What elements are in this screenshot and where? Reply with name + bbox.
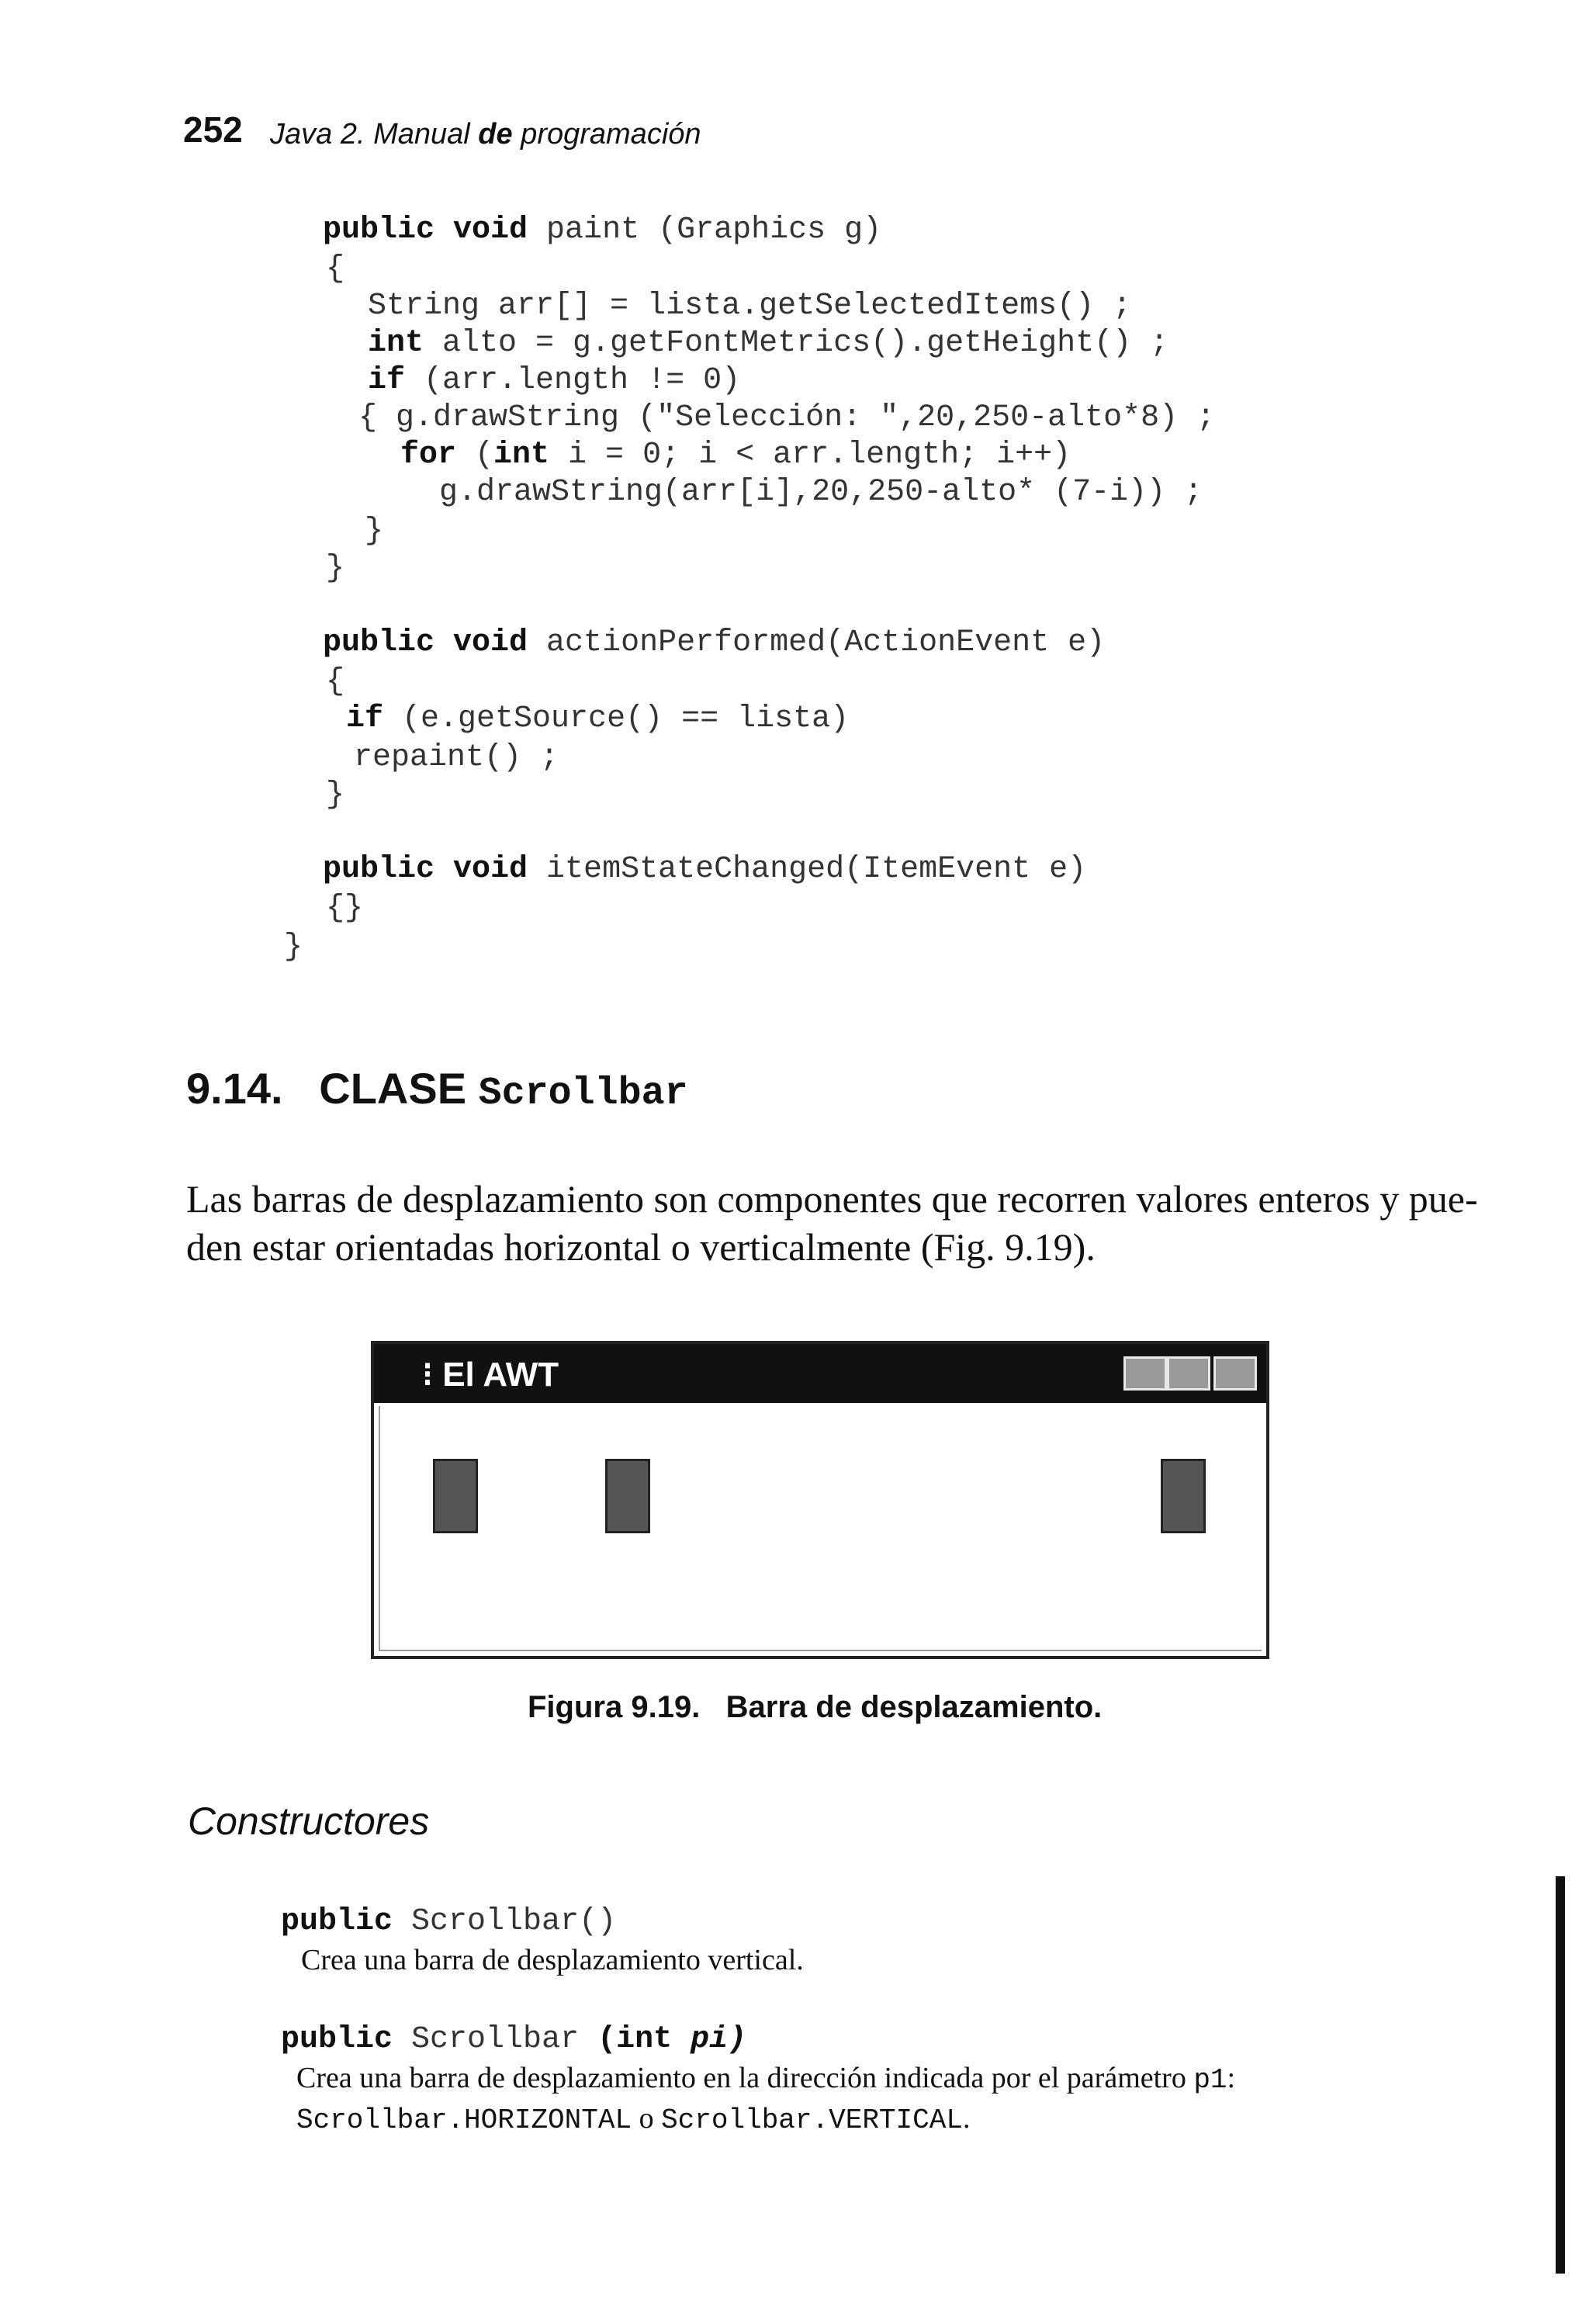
- constructors-heading: Constructores: [188, 1799, 430, 1843]
- code-line: [400, 438, 1071, 473]
- code-line: }: [326, 551, 345, 586]
- constructor-2-options: [296, 2101, 970, 2136]
- code-keyword: int: [368, 326, 424, 361]
- window-titlebar: [374, 1344, 1266, 1403]
- code-keyword: (int: [597, 2022, 673, 2057]
- code-line: }: [365, 514, 384, 549]
- code-line: [368, 326, 1168, 361]
- constructor-1-description: Crea una barra de desplazamiento vertical.: [301, 1944, 804, 1976]
- code-line: [346, 701, 849, 736]
- section-title-code: Scrollbar: [478, 1072, 688, 1116]
- page-number: 252: [183, 109, 243, 150]
- maximize-icon: [1167, 1356, 1210, 1391]
- scrollbar-1: [433, 1459, 478, 1533]
- section-number: 9.14.: [186, 1064, 283, 1113]
- book-title-pre: Java 2. Manual: [270, 118, 479, 151]
- code-line: {: [326, 251, 345, 286]
- code-line: }: [326, 778, 345, 812]
- code-text: itemStateChanged(ItemEvent e): [528, 852, 1087, 887]
- code-line: [323, 625, 1105, 660]
- code-keyword: if: [368, 363, 406, 398]
- code-keyword: public void: [323, 852, 528, 887]
- desc-param: p1: [1193, 2064, 1227, 2096]
- code-text: (e.getSource() == lista): [383, 701, 850, 736]
- caption-text: Barra de desplazamiento.: [725, 1690, 1103, 1724]
- constructor-2-description: [296, 2061, 1235, 2096]
- code-line: [323, 852, 1086, 887]
- option-vertical: Scrollbar.VERTICAL: [661, 2104, 963, 2136]
- running-header: [270, 118, 701, 151]
- code-param: pi): [672, 2022, 747, 2057]
- section-title: [186, 1063, 688, 1116]
- code-keyword: for: [400, 438, 457, 473]
- window-client-area: [379, 1406, 1262, 1651]
- book-title-bold: de: [478, 118, 513, 151]
- code-keyword: int: [493, 438, 550, 473]
- caption-number: Figura 9.19.: [528, 1690, 701, 1724]
- section-title-word: CLASE: [319, 1064, 467, 1113]
- intro-line-1: Las barras de desplazamiento son componentes que recorren valores enteros y pue-: [186, 1177, 1478, 1221]
- code-line: { g.drawString ("Selección: ",20,250-alto*8) ;: [358, 400, 1216, 435]
- code-keyword: public void: [323, 213, 528, 248]
- code-text: (: [456, 438, 494, 473]
- close-icon: [1213, 1356, 1257, 1391]
- code-keyword: public: [281, 2022, 393, 2057]
- code-text: alto = g.getFontMetrics().getHeight() ;: [424, 326, 1169, 361]
- intro-line-2: den estar orientadas horizontal o verticalmente (Fig. 9.19).: [186, 1225, 1096, 1269]
- option-or: o: [632, 2102, 662, 2135]
- code-line: [368, 363, 740, 398]
- awt-window-figure: [371, 1341, 1269, 1659]
- code-text: Scrollbar(): [393, 1904, 617, 1939]
- code-keyword: public void: [323, 625, 528, 660]
- code-text: actionPerformed(ActionEvent e): [528, 625, 1106, 660]
- code-line: {: [326, 664, 345, 699]
- code-text: (arr.length != 0): [405, 363, 741, 398]
- scrollbar-3: [1161, 1459, 1206, 1533]
- book-title-post: programación: [512, 118, 701, 151]
- option-horizontal: Scrollbar.HORIZONTAL: [296, 2104, 632, 2136]
- code-line: [323, 213, 881, 248]
- figure-caption: [528, 1690, 1102, 1725]
- code-keyword: public: [281, 1904, 393, 1939]
- code-line: String arr[] = lista.getSelectedItems() ;: [368, 289, 1132, 324]
- code-text: Scrollbar: [393, 2022, 598, 2057]
- option-end: .: [962, 2102, 971, 2135]
- code-line: {}: [326, 891, 364, 926]
- code-keyword: if: [346, 701, 384, 736]
- desc-text: Crea una barra de desplazamiento en la dirección indicada por el parámetro: [296, 2062, 1194, 2094]
- code-text: i = 0; i < arr.length; i++): [549, 438, 1071, 473]
- code-text: paint (Graphics g): [528, 213, 882, 248]
- scrollbar-2: [605, 1459, 650, 1533]
- margin-rule: [1556, 1876, 1565, 2274]
- window-title: ⁝ El AWT: [422, 1356, 559, 1394]
- constructor-2-signature: [281, 2022, 746, 2057]
- minimize-icon: [1123, 1356, 1167, 1391]
- desc-colon: :: [1227, 2062, 1236, 2094]
- code-line: g.drawString(arr[i],20,250-alto* (7-i)) ;: [439, 475, 1203, 510]
- constructor-1-signature: [281, 1904, 616, 1939]
- code-line: repaint() ;: [354, 740, 559, 775]
- code-line: }: [284, 930, 303, 965]
